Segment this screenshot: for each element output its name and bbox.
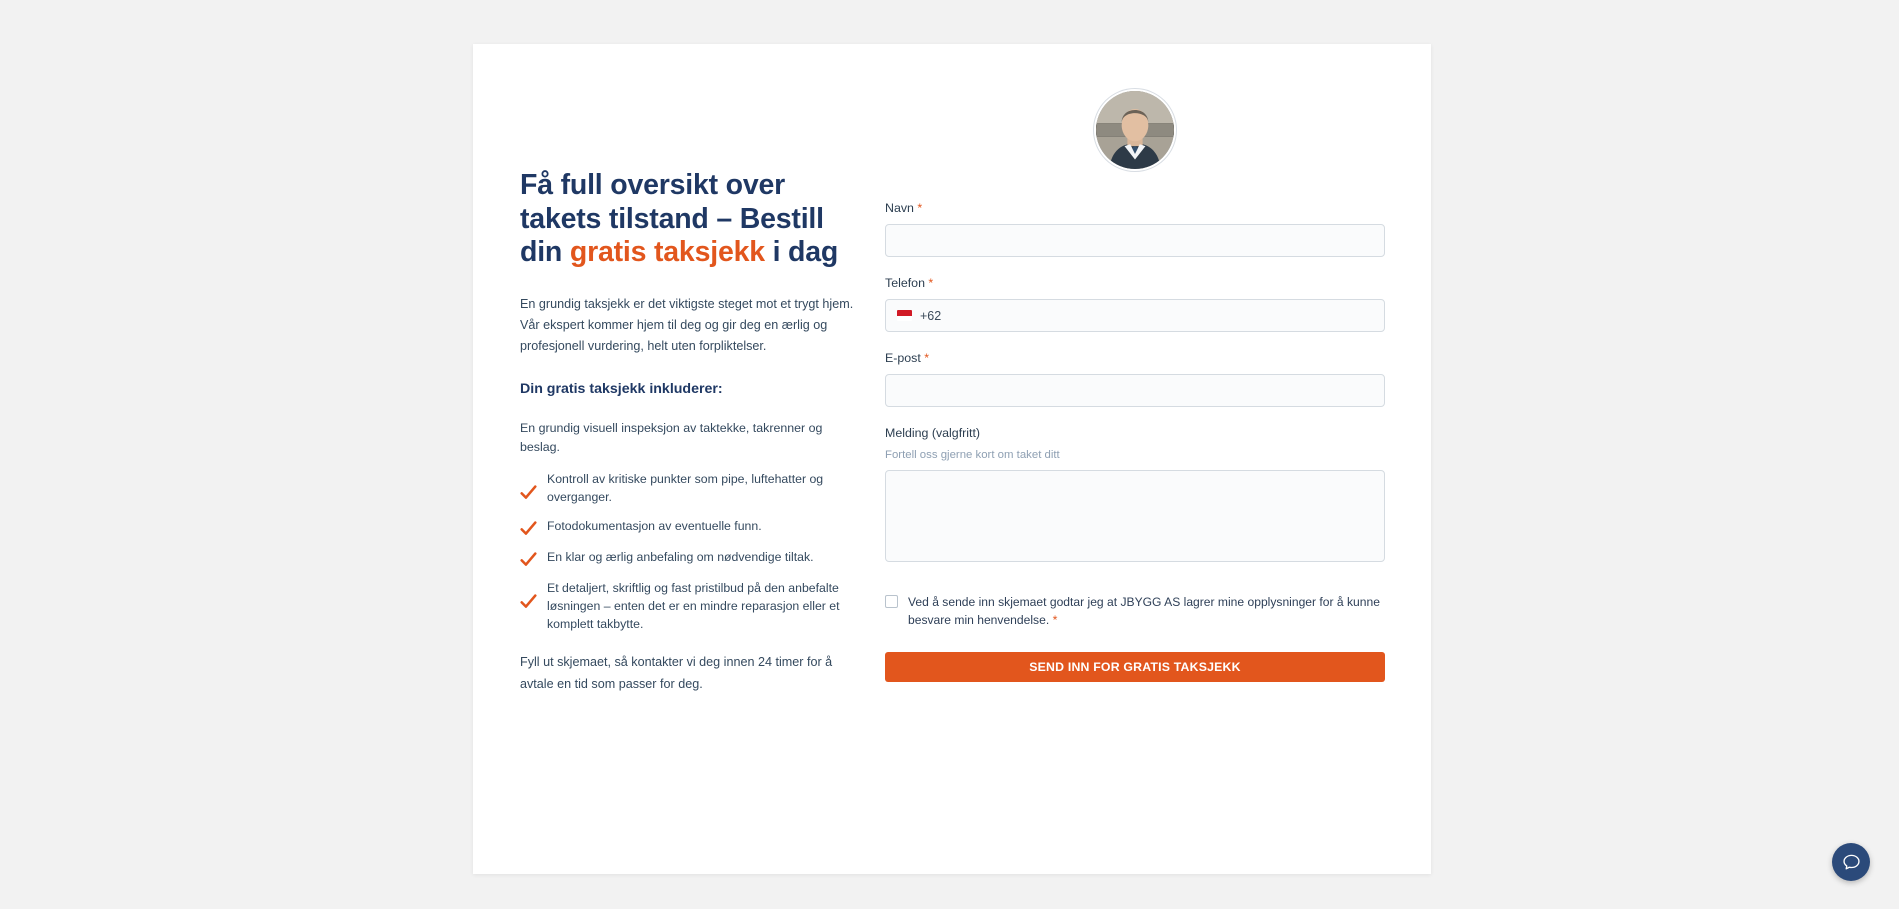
list-item-label: Et detaljert, skriftlig og fast pristilbud på den anbefalte løsningen – enten det er en mindre reparasjon eller et komplett takbytte. bbox=[547, 581, 840, 632]
list-item bbox=[520, 549, 865, 568]
check-icon bbox=[520, 551, 537, 568]
field-email bbox=[885, 351, 1385, 407]
inspection-summary: En grundig visuell inspeksjon av taktekke, takrenner og beslag. bbox=[520, 421, 823, 454]
message-label: Melding (valgfritt) bbox=[885, 426, 981, 440]
consent-label bbox=[908, 593, 1385, 630]
avatar-wrapper bbox=[885, 89, 1385, 171]
email-field[interactable] bbox=[885, 374, 1385, 407]
list-item-label: Kontroll av kritiske punkter som pipe, luftehatter og overganger. bbox=[547, 471, 824, 504]
message-hint: Fortell oss gjerne kort om taket ditt bbox=[885, 449, 1060, 461]
required-mark: * bbox=[928, 276, 934, 290]
list-item bbox=[520, 471, 865, 507]
consent-text: Ved å sende inn skjemaet godtar jeg at JBYGG AS lagrer mine opplysninger for å kunne besvare min henvendelse. bbox=[908, 595, 1380, 628]
field-message bbox=[885, 426, 1385, 567]
includes-title: Din gratis taksjekk inkluderer: bbox=[520, 381, 723, 398]
list-item-label: En klar og ærlig anbefaling om nødvendige tiltak. bbox=[547, 550, 814, 565]
page-title bbox=[520, 169, 865, 270]
closing-paragraph: Fyll ut skjemaet, så kontakter vi deg innen 24 timer for å avtale en tid som passer for deg. bbox=[520, 655, 833, 691]
field-phone bbox=[885, 276, 1385, 332]
headline-tail: i dag bbox=[764, 236, 839, 269]
check-icon bbox=[520, 520, 537, 537]
headline-lead: Få full oversikt over takets tilstand – Bestill din bbox=[520, 169, 824, 269]
email-label-text: E-post bbox=[885, 351, 921, 365]
marketing-column bbox=[520, 169, 865, 695]
list-item bbox=[520, 518, 865, 537]
name-label bbox=[885, 201, 1385, 215]
dial-code-label: +62 bbox=[920, 308, 942, 323]
required-mark: * bbox=[1052, 613, 1058, 628]
name-input[interactable] bbox=[885, 224, 1385, 257]
consent-row[interactable] bbox=[885, 593, 1385, 630]
avatar bbox=[1094, 89, 1176, 171]
submit-button[interactable]: SEND INN FOR GRATIS TAKSJEKK bbox=[885, 652, 1385, 682]
name-label-text: Navn bbox=[885, 201, 914, 215]
benefits-list bbox=[520, 471, 865, 635]
list-item bbox=[520, 580, 865, 634]
phone-input-wrapper[interactable] bbox=[885, 299, 1385, 332]
required-mark: * bbox=[917, 201, 923, 215]
headline-accent: gratis taksjekk bbox=[569, 236, 765, 269]
chat-bubble-icon bbox=[1842, 853, 1861, 872]
message-textarea[interactable] bbox=[885, 470, 1385, 562]
required-mark: * bbox=[924, 351, 930, 365]
list-item-label: Fotodokumentasjon av eventuelle funn. bbox=[547, 519, 762, 534]
intro-paragraph: En grundig taksjekk er det viktigste steget mot et trygt hjem. Vår ekspert kommer hjem til deg og gir deg en ærlig og profesjonell vurdering, helt uten forpliktelser. bbox=[520, 296, 854, 354]
phone-label bbox=[885, 276, 1385, 290]
field-name bbox=[885, 201, 1385, 257]
indonesia-flag-icon[interactable] bbox=[897, 310, 912, 321]
phone-label-text: Telefon bbox=[885, 276, 925, 290]
chat-widget-button[interactable] bbox=[1832, 843, 1870, 881]
consent-checkbox[interactable] bbox=[885, 595, 898, 608]
email-label bbox=[885, 351, 1385, 365]
lead-form-card bbox=[473, 44, 1431, 874]
contact-form bbox=[885, 89, 1385, 682]
check-icon bbox=[520, 484, 537, 501]
check-icon bbox=[520, 593, 537, 610]
